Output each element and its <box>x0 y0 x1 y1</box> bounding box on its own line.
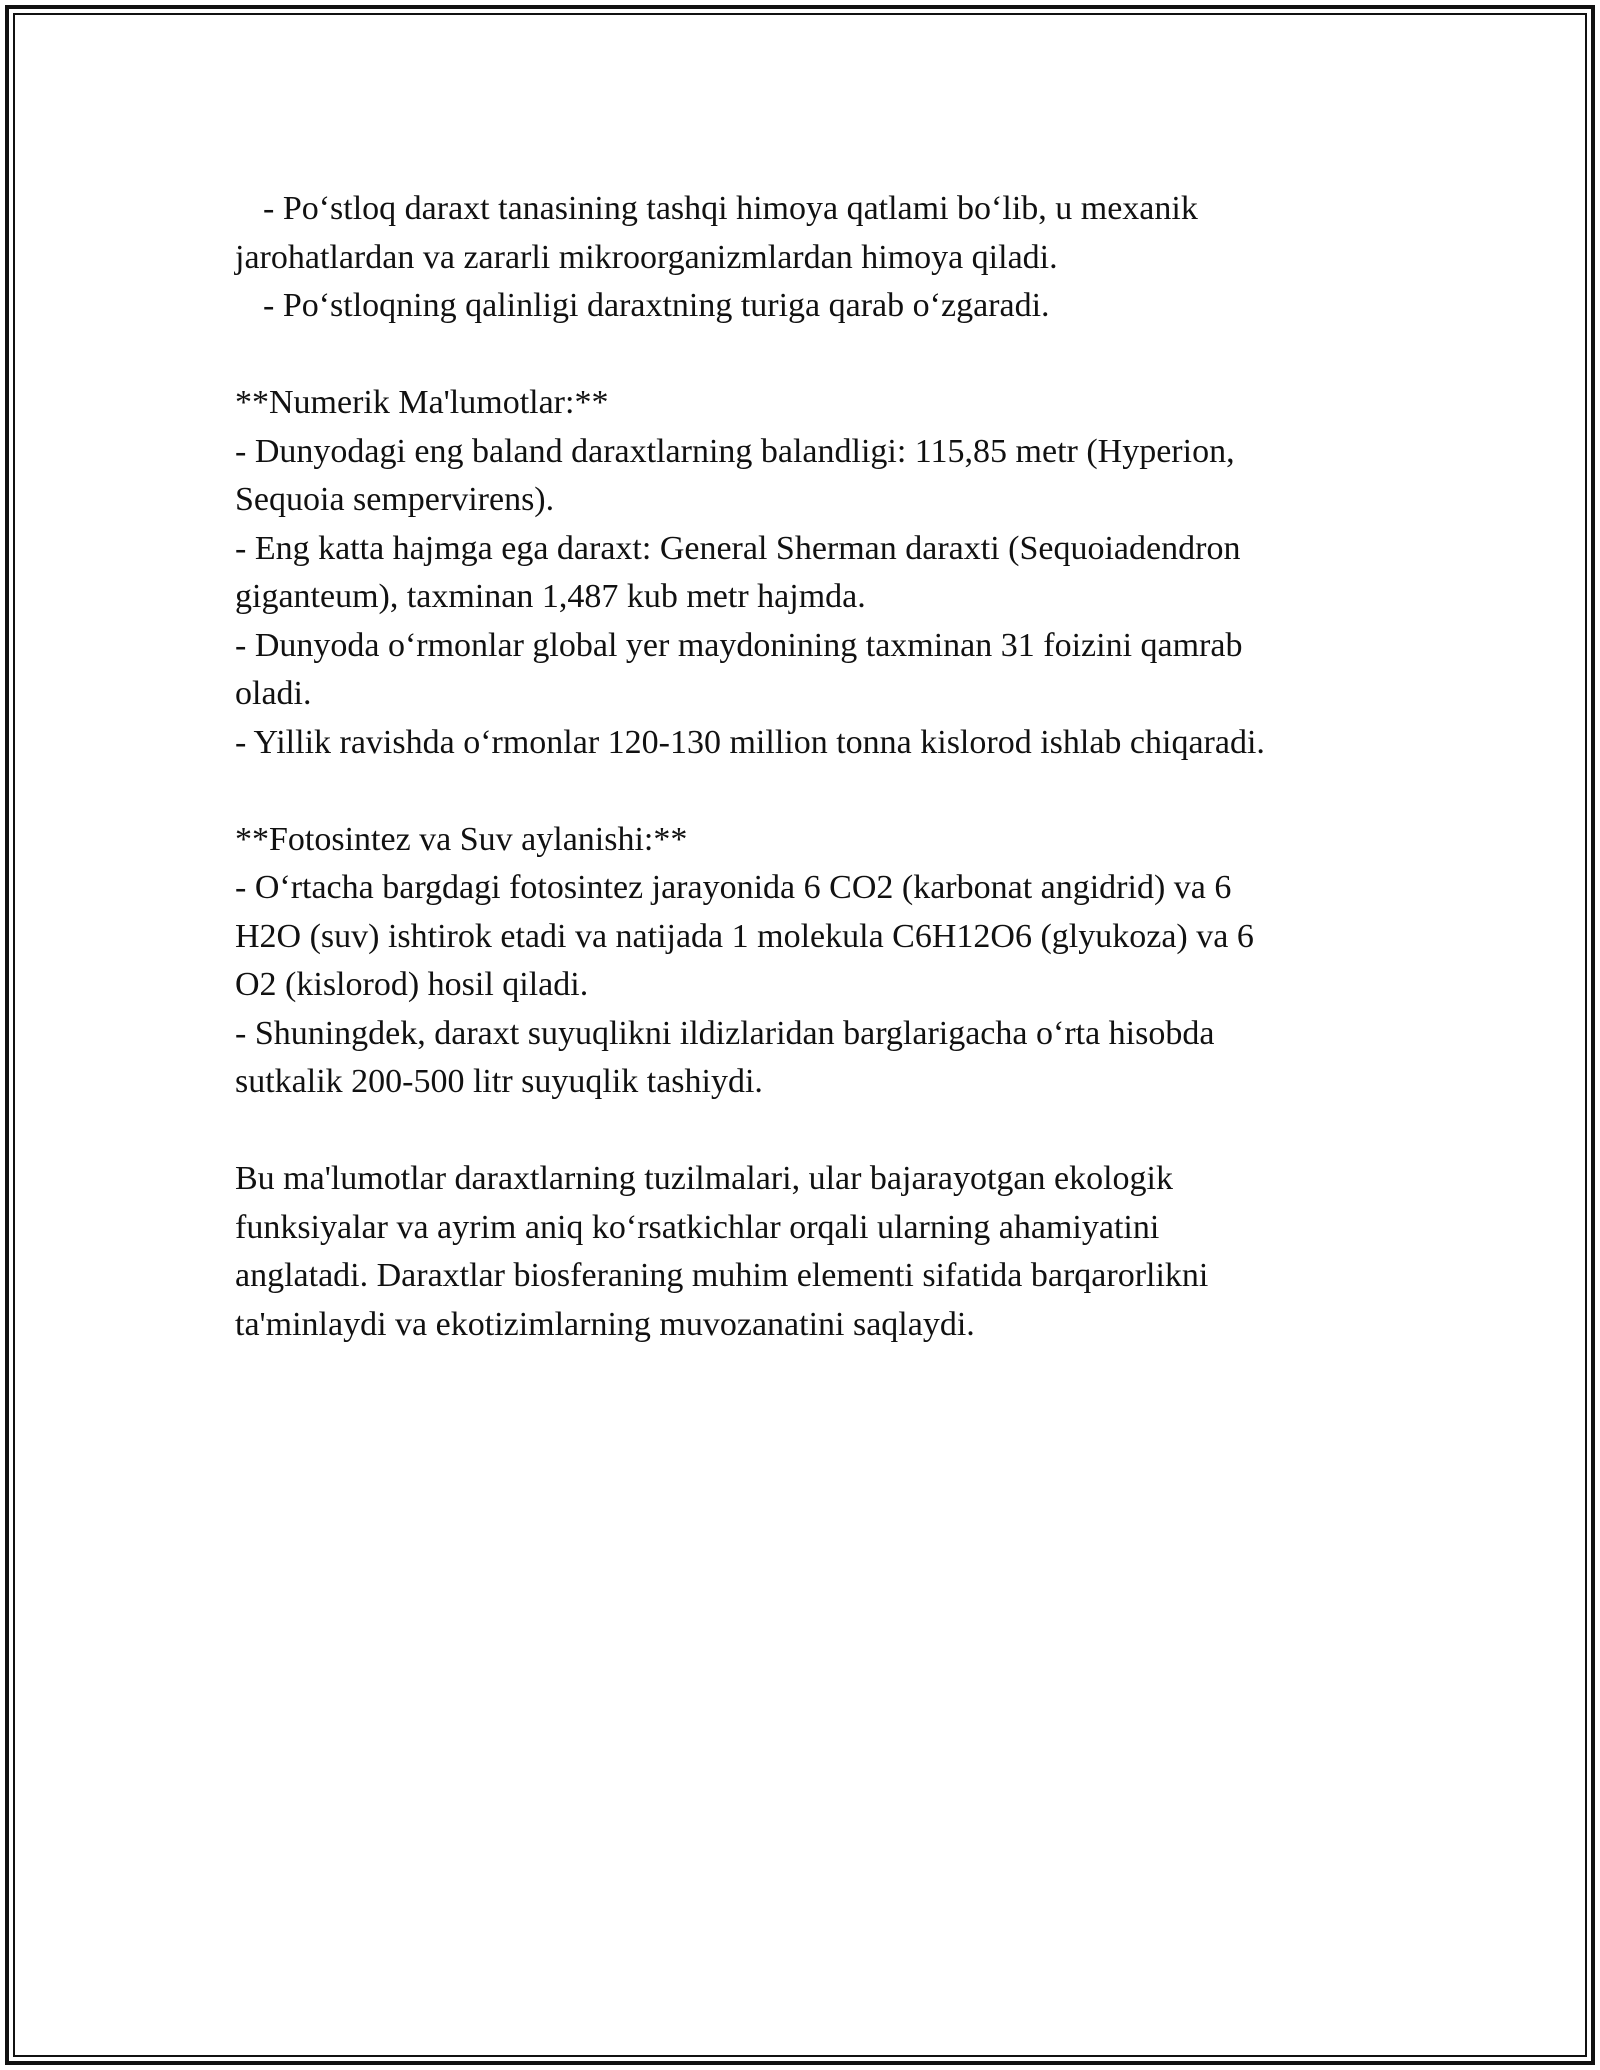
numeric-text-line: oladi. <box>235 675 312 712</box>
numeric-text-line: - Yillik ravishda o‘rmonlar 120-130 million tonna kislorod ishlab chiqaradi. <box>235 723 1265 761</box>
numeric-text-line: - Eng katta hajmga ega daraxt: General Sherman daraxti (Sequoiadendron <box>235 529 1241 567</box>
photosynthesis-text-line: O2 (kislorod) hosil qiladi. <box>235 966 589 1003</box>
photosynthesis-text-line: - O‘rtacha bargdagi fotosintez jarayonida 6 CO2 (karbonat angidrid) va 6 <box>235 869 1232 906</box>
photosynthesis-text-line: H2O (suv) ishtirok etadi va natijada 1 molekula C6H12O6 (glyukoza) va 6 <box>235 917 1254 955</box>
bark-text-line: - Po‘stloqning qalinligi daraxtning turiga qarab o‘zgaradi. <box>263 287 1050 324</box>
numeric-text-line: - Dunyoda o‘rmonlar global yer maydonining taxminan 31 foizini qamrab <box>235 626 1243 664</box>
conclusion-text-line: Bu ma'lumotlar daraxtlarning tuzilmalari, ular bajarayotgan ekologik <box>235 1160 1173 1197</box>
bark-text-line: jarohatlardan va zararli mikroorganizmlardan himoya qiladi. <box>235 238 1058 276</box>
paragraph-spacer <box>235 1107 1375 1156</box>
photosynthesis-text-line: - Shuningdek, daraxt suyuqlikni ildizlaridan barglarigacha o‘rta hisobda <box>235 1014 1215 1052</box>
photosynthesis-text-line: sutkalik 200-500 litr suyuqlik tashiydi. <box>235 1063 763 1100</box>
paragraph-spacer <box>235 767 1375 816</box>
numeric-text-line: giganteum), taxminan 1,487 kub metr hajmda. <box>235 578 866 615</box>
conclusion-text-line: funksiyalar va ayrim aniq ko‘rsatkichlar orqali ularning ahamiyatini <box>235 1208 1160 1246</box>
conclusion-text-line: anglatadi. Daraxtlar biosferaning muhim elementi sifatida barqarorlikni <box>235 1257 1209 1294</box>
bark-text-line: - Po‘stloq daraxt tanasining tashqi himoya qatlami bo‘lib, u mexanik <box>263 190 1198 227</box>
conclusion-text-line: ta'minlaydi va ekotizimlarning muvozanatini saqlaydi. <box>235 1305 975 1343</box>
photosynthesis-section-heading: **Fotosintez va Suv aylanishi:** <box>235 820 688 858</box>
numeric-section-heading: **Numerik Ma'lumotlar:** <box>235 384 609 421</box>
document-body <box>235 185 1375 1349</box>
numeric-text-line: - Dunyodagi eng baland daraxtlarning balandligi: 115,85 metr (Hyperion, <box>235 432 1235 470</box>
numeric-text-line: Sequoia sempervirens). <box>235 481 555 518</box>
paragraph-spacer <box>235 331 1375 380</box>
